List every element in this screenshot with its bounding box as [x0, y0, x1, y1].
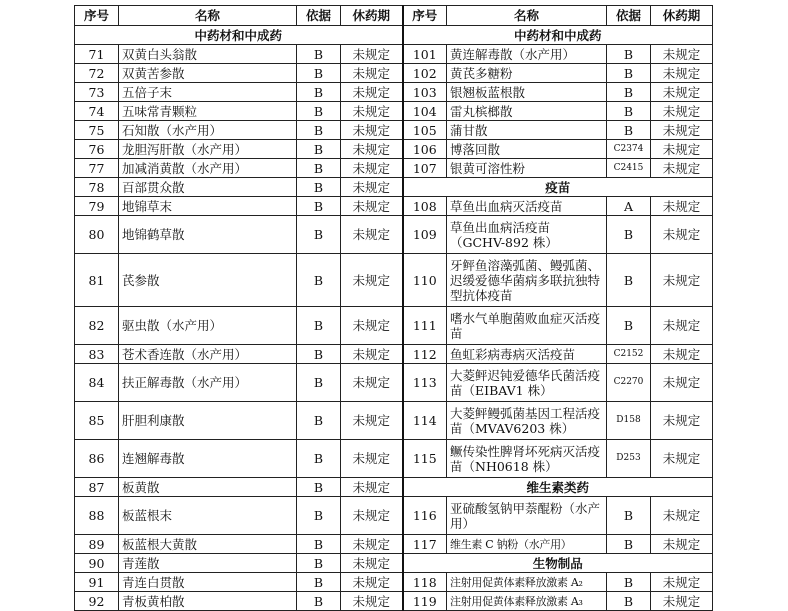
row-number: 104 [403, 102, 447, 121]
basis-code: B [607, 216, 651, 254]
basis-code: B [297, 573, 341, 592]
drug-name: 大菱鲆鳗弧菌基因工程活疫苗（MVAV6203 株） [447, 402, 607, 440]
row-number: 101 [403, 45, 447, 64]
drug-name: 黄芪多糖粉 [447, 64, 607, 83]
withdrawal-period: 未规定 [341, 64, 403, 83]
basis-code: B [607, 497, 651, 535]
withdrawal-period: 未规定 [341, 197, 403, 216]
basis-code: C2270 [607, 364, 651, 402]
basis-code: B [297, 554, 341, 573]
basis-code: B [607, 592, 651, 611]
withdrawal-period: 未规定 [651, 197, 713, 216]
drug-name: 苍术香连散（水产用） [119, 345, 297, 364]
withdrawal-period: 未规定 [341, 102, 403, 121]
withdrawal-period: 未规定 [651, 402, 713, 440]
header-basis: 依据 [607, 6, 651, 26]
table-row [75, 497, 713, 535]
basis-code: B [297, 478, 341, 497]
drug-name: 驱虫散（水产用） [119, 307, 297, 345]
drug-name: 地锦鹤草散 [119, 216, 297, 254]
basis-code: C2374 [607, 140, 651, 159]
basis-code: B [297, 345, 341, 364]
header-row [75, 6, 713, 26]
drug-name: 亚硫酸氢钠甲萘醌粉（水产用） [447, 497, 607, 535]
drug-name: 青连白贯散 [119, 573, 297, 592]
basis-code: B [297, 402, 341, 440]
withdrawal-period: 未规定 [651, 535, 713, 554]
withdrawal-period: 未规定 [341, 307, 403, 345]
drug-name: 地锦草末 [119, 197, 297, 216]
withdrawal-period: 未规定 [651, 45, 713, 64]
row-number: 79 [75, 197, 119, 216]
withdrawal-period: 未规定 [651, 592, 713, 611]
row-number: 72 [75, 64, 119, 83]
row-number: 92 [75, 592, 119, 611]
drug-name: 草鱼出血病灭活疫苗 [447, 197, 607, 216]
row-number: 110 [403, 254, 447, 307]
row-number: 75 [75, 121, 119, 140]
basis-code: B [297, 45, 341, 64]
row-number: 89 [75, 535, 119, 554]
withdrawal-period: 未规定 [341, 159, 403, 178]
basis-code: B [297, 216, 341, 254]
row-number: 86 [75, 440, 119, 478]
table-row [75, 402, 713, 440]
basis-code: B [297, 83, 341, 102]
drug-name: 龙胆泻肝散（水产用） [119, 140, 297, 159]
withdrawal-period: 未规定 [341, 83, 403, 102]
basis-code: B [297, 592, 341, 611]
basis-code: D253 [607, 440, 651, 478]
row-number: 90 [75, 554, 119, 573]
withdrawal-period: 未规定 [341, 45, 403, 64]
withdrawal-period: 未规定 [341, 254, 403, 307]
table-row [75, 307, 713, 345]
drug-name: 连翘解毒散 [119, 440, 297, 478]
basis-code: B [297, 64, 341, 83]
withdrawal-period: 未规定 [651, 83, 713, 102]
drug-name: 扶正解毒散（水产用） [119, 364, 297, 402]
drug-name: 维生素 C 钠粉（水产用） [447, 535, 607, 554]
drug-name: 蒲甘散 [447, 121, 607, 140]
row-number: 82 [75, 307, 119, 345]
drug-name: 双黄白头翁散 [119, 45, 297, 64]
drug-name: 大菱鲆迟钝爱德华氏菌活疫苗（EIBAV1 株） [447, 364, 607, 402]
row-number: 115 [403, 440, 447, 478]
table-row [75, 554, 713, 573]
section-title: 疫苗 [403, 178, 713, 197]
row-number: 118 [403, 573, 447, 592]
basis-code: D158 [607, 402, 651, 440]
basis-code: B [607, 573, 651, 592]
header-no: 序号 [403, 6, 447, 26]
row-number: 116 [403, 497, 447, 535]
basis-code: B [297, 497, 341, 535]
basis-code: B [297, 197, 341, 216]
withdrawal-period: 未规定 [341, 497, 403, 535]
table-row [75, 159, 713, 178]
row-number: 91 [75, 573, 119, 592]
row-number: 117 [403, 535, 447, 554]
basis-code: B [297, 440, 341, 478]
row-number: 73 [75, 83, 119, 102]
row-number: 108 [403, 197, 447, 216]
row-number: 105 [403, 121, 447, 140]
withdrawal-period: 未规定 [341, 478, 403, 497]
withdrawal-period: 未规定 [341, 573, 403, 592]
table-row [75, 254, 713, 307]
basis-code: B [297, 254, 341, 307]
drug-name: 嗜水气单胞菌败血症灭活疫苗 [447, 307, 607, 345]
withdrawal-period: 未规定 [651, 254, 713, 307]
drug-name: 雷丸槟榔散 [447, 102, 607, 121]
drug-name: 板蓝根大黄散 [119, 535, 297, 554]
drug-name: 注射用促黄体素释放激素 A₂ [447, 573, 607, 592]
basis-code: C2152 [607, 345, 651, 364]
row-number: 85 [75, 402, 119, 440]
table-row [75, 592, 713, 611]
withdrawal-period: 未规定 [651, 440, 713, 478]
withdrawal-period: 未规定 [651, 121, 713, 140]
drug-name: 加减消黄散（水产用） [119, 159, 297, 178]
table-row [75, 364, 713, 402]
header-name: 名称 [447, 6, 607, 26]
row-number: 111 [403, 307, 447, 345]
table-row [75, 83, 713, 102]
basis-code: B [297, 102, 341, 121]
table-row [75, 345, 713, 364]
table-row [75, 197, 713, 216]
row-number: 106 [403, 140, 447, 159]
table-row [75, 440, 713, 478]
drug-name: 博落回散 [447, 140, 607, 159]
row-number: 76 [75, 140, 119, 159]
drug-name: 五味常青颗粒 [119, 102, 297, 121]
drug-name: 五倍子末 [119, 83, 297, 102]
basis-code: B [607, 307, 651, 345]
withdrawal-period: 未规定 [341, 364, 403, 402]
section-title: 生物制品 [403, 554, 713, 573]
basis-code: B [607, 254, 651, 307]
withdrawal-period: 未规定 [341, 121, 403, 140]
drug-name: 鳜传染性脾肾坏死病灭活疫苗（NH0618 株） [447, 440, 607, 478]
drug-name: 鱼虹彩病毒病灭活疫苗 [447, 345, 607, 364]
basis-code: B [297, 364, 341, 402]
drug-name: 百部贯众散 [119, 178, 297, 197]
drug-name: 肝胆利康散 [119, 402, 297, 440]
table-row [75, 64, 713, 83]
row-number: 78 [75, 178, 119, 197]
table-row [75, 102, 713, 121]
row-number: 112 [403, 345, 447, 364]
basis-code: B [607, 45, 651, 64]
header-basis: 依据 [297, 6, 341, 26]
table-row [75, 535, 713, 554]
basis-code: B [297, 178, 341, 197]
row-number: 84 [75, 364, 119, 402]
drug-name: 银翘板蓝根散 [447, 83, 607, 102]
basis-code: B [607, 535, 651, 554]
table-row [75, 478, 713, 497]
withdrawal-period: 未规定 [651, 64, 713, 83]
basis-code: C2415 [607, 159, 651, 178]
basis-code: B [607, 121, 651, 140]
drug-name: 石知散（水产用） [119, 121, 297, 140]
row-number: 113 [403, 364, 447, 402]
withdrawal-period: 未规定 [341, 440, 403, 478]
withdrawal-period: 未规定 [341, 554, 403, 573]
drug-name: 双黄苦参散 [119, 64, 297, 83]
withdrawal-period: 未规定 [341, 402, 403, 440]
withdrawal-period: 未规定 [651, 216, 713, 254]
basis-code: B [297, 307, 341, 345]
table-row [75, 573, 713, 592]
drug-name: 青板黄柏散 [119, 592, 297, 611]
section-title: 维生素类药 [403, 478, 713, 497]
withdrawal-period: 未规定 [651, 307, 713, 345]
basis-code: B [297, 121, 341, 140]
withdrawal-period: 未规定 [341, 178, 403, 197]
table-row [75, 178, 713, 197]
withdrawal-period: 未规定 [651, 159, 713, 178]
drug-name: 青莲散 [119, 554, 297, 573]
drug-name: 板黄散 [119, 478, 297, 497]
table-row [75, 121, 713, 140]
header-withdrawal: 休药期 [651, 6, 713, 26]
table-row [75, 140, 713, 159]
row-number: 77 [75, 159, 119, 178]
row-number: 114 [403, 402, 447, 440]
row-number: 71 [75, 45, 119, 64]
withdrawal-period: 未规定 [651, 364, 713, 402]
basis-code: B [607, 102, 651, 121]
withdrawal-period: 未规定 [651, 102, 713, 121]
row-number: 119 [403, 592, 447, 611]
section-title: 中药材和中成药 [403, 26, 713, 45]
table-row [75, 45, 713, 64]
row-number: 88 [75, 497, 119, 535]
drug-name: 黄连解毒散（水产用） [447, 45, 607, 64]
row-number: 109 [403, 216, 447, 254]
withdrawal-period: 未规定 [651, 345, 713, 364]
row-number: 87 [75, 478, 119, 497]
withdrawal-period: 未规定 [341, 140, 403, 159]
basis-code: B [607, 83, 651, 102]
drug-name: 注射用促黄体素释放激素 A₃ [447, 592, 607, 611]
withdrawal-period: 未规定 [341, 535, 403, 554]
withdrawal-period: 未规定 [651, 573, 713, 592]
basis-code: B [297, 140, 341, 159]
row-number: 103 [403, 83, 447, 102]
drug-name: 草鱼出血病活疫苗（GCHV-892 株） [447, 216, 607, 254]
withdrawal-period: 未规定 [651, 140, 713, 159]
header-withdrawal: 休药期 [341, 6, 403, 26]
basis-code: B [607, 64, 651, 83]
section-title: 中药材和中成药 [75, 26, 403, 45]
table-row [75, 216, 713, 254]
drug-name: 芪参散 [119, 254, 297, 307]
row-number: 81 [75, 254, 119, 307]
row-number: 107 [403, 159, 447, 178]
withdrawal-period: 未规定 [341, 216, 403, 254]
row-number: 83 [75, 345, 119, 364]
header-no: 序号 [75, 6, 119, 26]
withdrawal-period: 未规定 [341, 345, 403, 364]
basis-code: A [607, 197, 651, 216]
header-name: 名称 [119, 6, 297, 26]
drug-table [74, 5, 713, 611]
drug-name: 牙鲆鱼溶藻弧菌、鳗弧菌、迟缓爱德华菌病多联抗独特型抗体疫苗 [447, 254, 607, 307]
basis-code: B [297, 159, 341, 178]
row-number: 74 [75, 102, 119, 121]
withdrawal-period: 未规定 [341, 592, 403, 611]
row-number: 80 [75, 216, 119, 254]
drug-name: 银黄可溶性粉 [447, 159, 607, 178]
basis-code: B [297, 535, 341, 554]
row-number: 102 [403, 64, 447, 83]
withdrawal-period: 未规定 [651, 497, 713, 535]
drug-name: 板蓝根末 [119, 497, 297, 535]
section-row [75, 26, 713, 45]
